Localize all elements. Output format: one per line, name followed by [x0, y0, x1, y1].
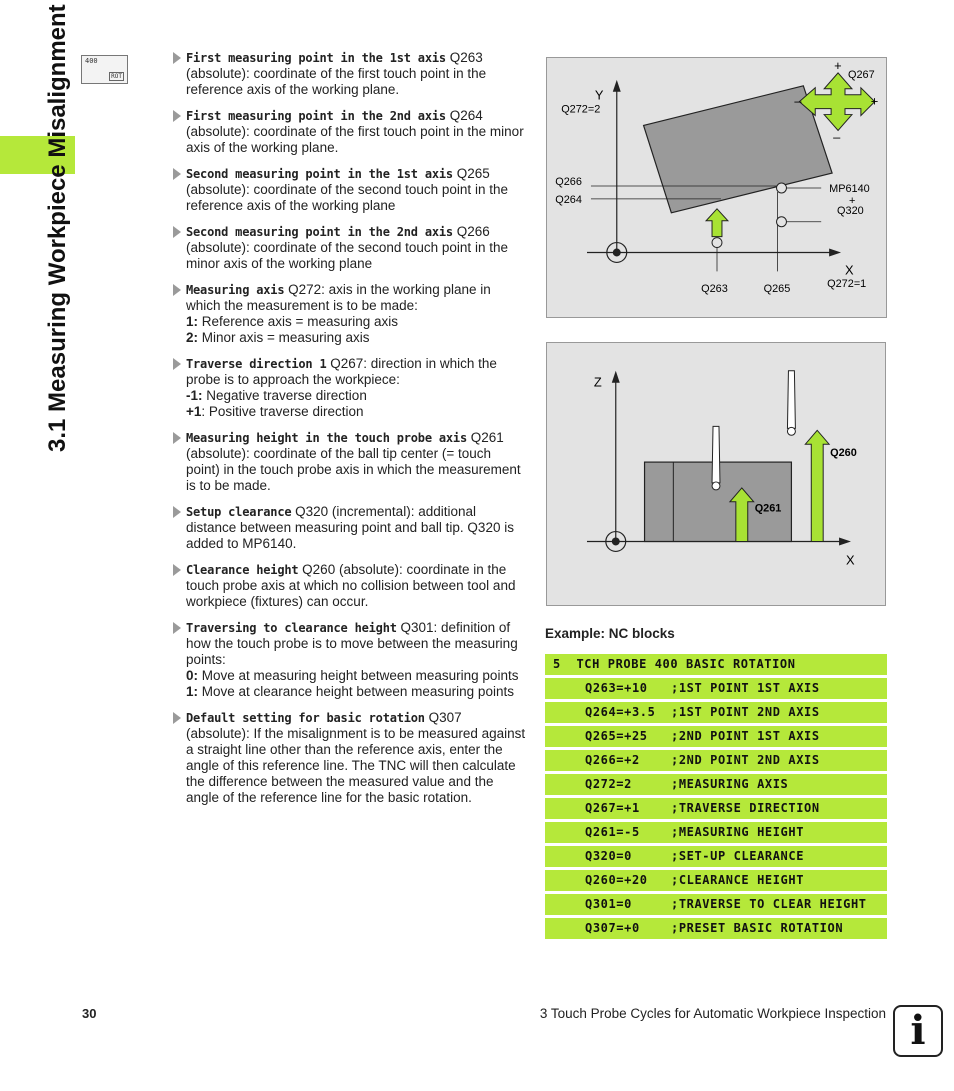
param-option: 2: Minor axis = measuring axis — [186, 330, 370, 345]
param-name: Measuring axis — [186, 283, 285, 297]
approach-arrow-icon — [706, 209, 728, 237]
param-desc: (absolute): coordinate of the first touch point in the reference axis of the working plane. — [186, 66, 487, 97]
cycle-number: 400 — [85, 57, 98, 65]
x-axis-arrow-icon — [839, 538, 851, 546]
param-q: Q267: direction in which the probe is to approach the workpiece: — [186, 356, 497, 387]
nc-row: Q266=+2 ;2ND POINT 2ND AXIS — [545, 750, 887, 771]
param-name: Second measuring point in the 2nd axis — [186, 225, 453, 239]
working-plane-diagram — [547, 58, 886, 317]
param-q320 — [172, 504, 527, 552]
info-icon: i — [893, 1005, 943, 1057]
param-q: Q272: axis in the working plane in which the measurement is to be made: — [186, 282, 491, 313]
param-q: Q265 — [456, 166, 490, 181]
nc-row: Q301=0 ;TRAVERSE TO CLEAR HEIGHT — [545, 894, 887, 915]
working-plane-figure — [546, 57, 887, 318]
z-axis-arrow-icon — [612, 371, 620, 383]
q272-2-label: Q272=2 — [561, 103, 601, 116]
plus-direction-top: + — [834, 58, 842, 73]
section-title: 3.1 Measuring Workpiece Misalignment — [44, 4, 71, 452]
param-q260 — [172, 562, 527, 610]
nc-row: Q260=+20 ;CLEARANCE HEIGHT — [545, 870, 887, 891]
nc-row: Q261=-5 ;MEASURING HEIGHT — [545, 822, 887, 843]
param-q267 — [172, 356, 527, 420]
param-option: 1: Reference axis = measuring axis — [186, 314, 398, 329]
x-axis-arrow-icon — [829, 249, 841, 257]
cycle-label: ROT — [111, 73, 122, 80]
q272-1-label: Q272=1 — [827, 278, 867, 291]
y-axis-arrow-icon — [613, 80, 621, 92]
param-desc: (absolute): coordinate of the first touch point in the minor axis of the working plane. — [186, 124, 524, 155]
bullet-triangle-icon — [173, 52, 181, 64]
param-name: First measuring point in the 1st axis — [186, 51, 446, 65]
bullet-triangle-icon — [173, 432, 181, 444]
probe-point-icon — [777, 183, 787, 193]
chapter-title: 3 Touch Probe Cycles for Automatic Workpiece Inspection — [539, 1006, 886, 1021]
param-desc: (absolute): coordinate of the second touch point in the reference axis of the working plane — [186, 182, 508, 213]
param-name: First measuring point in the 2nd axis — [186, 109, 446, 123]
q265-label: Q265 — [763, 283, 791, 296]
q260-label: Q260 — [830, 447, 857, 460]
param-option: -1: Negative traverse direction — [186, 388, 367, 403]
param-q307 — [172, 710, 527, 806]
bullet-triangle-icon — [173, 226, 181, 238]
bullet-triangle-icon — [173, 110, 181, 122]
nc-row-header: 5 TCH PROBE 400 BASIC ROTATION — [545, 654, 887, 675]
x-axis-label: X — [846, 552, 855, 568]
touch-probe-icon — [712, 426, 720, 490]
param-name: Measuring height in the touch probe axis — [186, 431, 467, 445]
nc-row: Q267=+1 ;TRAVERSE DIRECTION — [545, 798, 887, 819]
param-q265 — [172, 166, 527, 214]
nc-row: Q272=2 ;MEASURING AXIS — [545, 774, 887, 795]
param-name: Default setting for basic rotation — [186, 711, 425, 725]
param-desc: Q260 (absolute): coordinate in the touch probe axis at which no collision between tool and workpiece (fixtures) can occur. — [186, 562, 516, 609]
mp6140-label: MP6140 — [829, 182, 870, 195]
param-q272 — [172, 282, 527, 346]
bullet-triangle-icon — [173, 622, 181, 634]
probe-point-icon — [777, 217, 787, 227]
probe-axis-diagram — [547, 343, 885, 605]
param-option: 1: Move at clearance height between measuring points — [186, 684, 514, 699]
bullet-triangle-icon — [173, 168, 181, 180]
param-q261 — [172, 430, 527, 494]
example-title: Example: NC blocks — [545, 626, 675, 641]
nc-row: Q307=+0 ;PRESET BASIC ROTATION — [545, 918, 887, 939]
param-desc: (absolute): coordinate of the second touch point in the minor axis of the working plane — [186, 240, 508, 271]
bullet-triangle-icon — [173, 284, 181, 296]
nc-row: Q264=+3.5 ;1ST POINT 2ND AXIS — [545, 702, 887, 723]
minus-direction-bottom: – — [833, 129, 841, 145]
q266-label: Q266 — [555, 176, 582, 189]
param-q264 — [172, 108, 527, 156]
bullet-triangle-icon — [173, 564, 181, 576]
param-name: Traversing to clearance height — [186, 621, 397, 635]
nc-row: Q265=+25 ;2ND POINT 1ST AXIS — [545, 726, 887, 747]
param-q: Q263 — [449, 50, 483, 65]
probe-point-icon — [712, 238, 722, 248]
nc-row: Q320=0 ;SET-UP CLEARANCE — [545, 846, 887, 867]
q320-label: Q320 — [837, 204, 864, 217]
param-option: 0: Move at measuring height between measuring points — [186, 668, 519, 683]
z-axis-label: Z — [593, 374, 602, 390]
param-name: Traverse direction 1 — [186, 357, 327, 371]
plus-direction-right: + — [870, 93, 879, 109]
param-q266 — [172, 224, 527, 272]
cycle-400-icon — [81, 55, 128, 84]
param-desc: (absolute): If the misalignment is to be measured against a straight line other than the reference axis, enter the angle of this reference line. The TNC will then calculate the difference between the measured value and the angle of the reference line for the basic rotation. — [186, 726, 526, 805]
touch-probe-icon — [787, 371, 795, 436]
param-name: Second measuring point in the 1st axis — [186, 167, 453, 181]
param-name: Setup clearance — [186, 505, 292, 519]
bullet-triangle-icon — [173, 712, 181, 724]
page-number: 30 — [82, 1006, 97, 1021]
bullet-triangle-icon — [173, 506, 181, 518]
param-desc: Q320 (incremental): additional distance between measuring point and ball tip. Q320 is added to MP6140. — [186, 504, 514, 551]
y-axis-label: Y — [594, 87, 604, 103]
param-q: Q307 — [428, 710, 462, 725]
probe-axis-figure — [546, 342, 886, 606]
nc-row: Q263=+10 ;1ST POINT 1ST AXIS — [545, 678, 887, 699]
minus-direction-left: – — [794, 93, 802, 109]
x-axis-label: X — [845, 262, 854, 278]
q264-label: Q264 — [555, 193, 582, 206]
q261-label: Q261 — [754, 502, 782, 515]
param-name: Clearance height — [186, 563, 299, 577]
parameter-list — [172, 50, 527, 816]
param-desc: (absolute): coordinate of the ball tip center (= touch point) in the touch probe axis in which the measurement is to be made. — [186, 446, 521, 493]
q263-label: Q263 — [701, 283, 728, 296]
bullet-triangle-icon — [173, 358, 181, 370]
nc-block-list — [545, 654, 887, 942]
param-option: +1: Positive traverse direction — [186, 404, 364, 419]
param-q: Q261 — [470, 430, 504, 445]
param-q301 — [172, 620, 527, 700]
plus-label: + — [848, 194, 856, 207]
param-q: Q301: definition of how the touch probe is to move between the measuring points: — [186, 620, 518, 667]
param-q: Q266 — [456, 224, 490, 239]
clearance-height-arrow-icon — [805, 430, 829, 541]
param-q263 — [172, 50, 527, 98]
q267-label: Q267 — [847, 68, 875, 81]
param-q: Q264 — [449, 108, 483, 123]
